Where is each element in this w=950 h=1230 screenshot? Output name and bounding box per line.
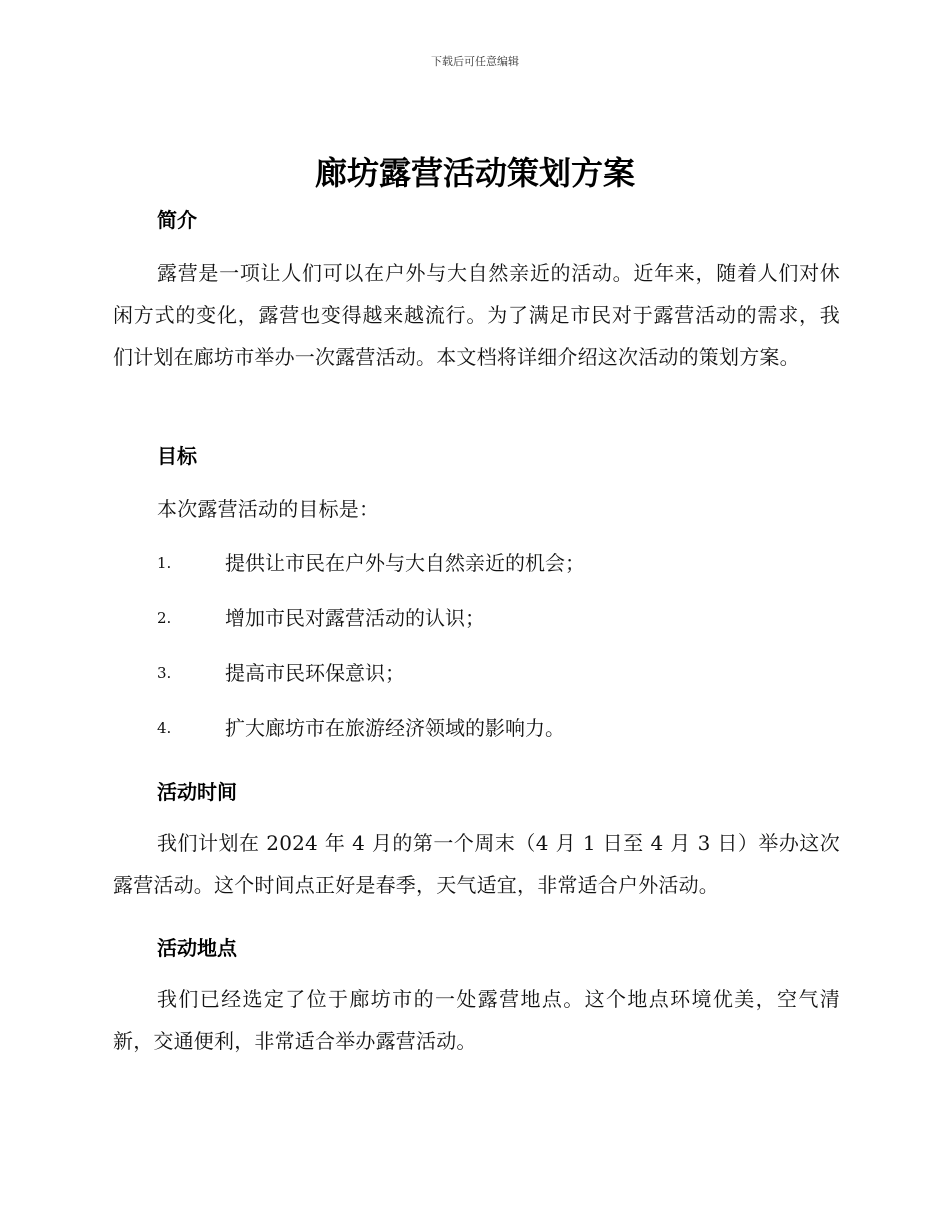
list-item-number: 2. (157, 609, 172, 627)
list-item-number: 4. (157, 719, 172, 737)
list-item-text: 增加市民对露营活动的认识； (225, 606, 485, 630)
location-paragraph: 我们已经选定了位于廊坊市的一处露营地点。这个地点环境优美，空气清新，交通便利，非常适合举办露营活动。 (113, 987, 840, 1053)
list-item-text: 扩大廊坊市在旅游经济领域的影响力。 (225, 716, 565, 740)
document-title: 廊坊露营活动策划方案 (314, 154, 635, 192)
list-item-number: 1. (157, 554, 172, 572)
header-note: 下载后可任意编辑 (431, 55, 519, 68)
list-item-text: 提高市民环保意识； (225, 661, 405, 685)
section-heading-goals: 目标 (157, 444, 197, 468)
section-heading-time: 活动时间 (157, 780, 237, 804)
goals-list (113, 536, 840, 756)
section-heading-intro: 简介 (157, 208, 197, 232)
list-item-number: 3. (157, 664, 172, 682)
section-location (113, 928, 840, 1062)
time-paragraph: 我们计划在 2024 年 4 月的第一个周末（4 月 1 日至 4 月 3 日）举办这次露营活动。这个时间点正好是春季，天气适宜，非常适合户外活动。 (113, 831, 840, 897)
list-item (113, 646, 840, 701)
section-heading-location: 活动地点 (157, 936, 237, 960)
section-intro (113, 200, 840, 426)
document-body (113, 200, 840, 1062)
list-item (113, 591, 840, 646)
list-item (113, 701, 840, 756)
section-goals (113, 436, 840, 768)
list-item-text: 提供让市民在户外与大自然亲近的机会； (225, 551, 585, 575)
section-time (113, 772, 840, 924)
intro-paragraph: 露营是一项让人们可以在户外与大自然亲近的活动。近年来，随着人们对休闲方式的变化，露营也变得越来越流行。为了满足市民对于露营活动的需求，我们计划在廊坊市举办一次露营活动。本文档将详细介绍这次活动的策划方案。 (113, 261, 840, 369)
goals-lead: 本次露营活动的目标是： (157, 497, 380, 521)
list-item (113, 536, 840, 591)
